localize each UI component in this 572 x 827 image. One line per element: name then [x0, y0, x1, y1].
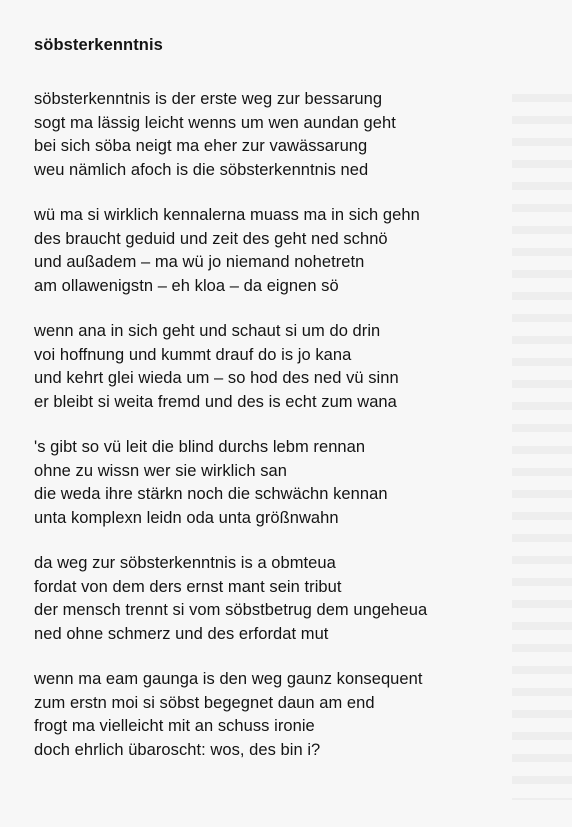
poem-line: zum erstn moi si söbst begegnet daun am end	[34, 693, 375, 712]
stanza-4	[34, 436, 544, 530]
stanza-2	[34, 204, 544, 298]
stanza-3	[34, 320, 544, 414]
poem-line: der mensch trennt si vom söbstbetrug dem ungeheua	[34, 601, 428, 619]
poem-line: weu nämlich afoch is die söbsterkenntnis ned	[34, 160, 369, 179]
poem-line: die weda ihre stärkn noch die schwächn kennan	[34, 485, 388, 503]
poem-line: voi hoffnung und kummt drauf do is jo kana	[34, 345, 352, 364]
poem-line: ned ohne schmerz und des erfordat mut	[34, 624, 329, 643]
poem-line: ohne zu wissn wer sie wirklich san	[34, 461, 287, 480]
poem-line: fordat von dem ders ernst mant sein tribut	[34, 577, 342, 596]
poem-line: des braucht geduid und zeit des geht ned schnö	[34, 229, 388, 248]
poem-line: frogt ma vielleicht mit an schuss ironie	[34, 717, 315, 735]
poem-line: und außadem – ma wü jo niemand nohetretn	[34, 253, 365, 271]
poem-line: 's gibt so vü leit die blind durchs lebm rennan	[34, 438, 366, 456]
poem-line: er bleibt si weita fremd und des is echt zum wana	[34, 392, 397, 411]
poem-line: wü ma si wirklich kennalerna muass ma in sich gehn	[34, 206, 420, 224]
poem-page	[34, 34, 544, 784]
poem-line: wenn ana in sich geht und schaut si um do drin	[34, 322, 381, 340]
poem-title: söbsterkenntnis	[34, 36, 163, 54]
poem-line: söbsterkenntnis is der erste weg zur bessarung	[34, 90, 383, 108]
poem-line: am ollawenigstn – eh kloa – da eignen sö	[34, 276, 339, 295]
stanza-5	[34, 552, 544, 646]
poem-line: bei sich söba neigt ma eher zur vawässarung	[34, 137, 368, 155]
poem-line: da weg zur söbsterkenntnis is a obmteua	[34, 554, 336, 572]
poem-line: und kehrt glei wieda um – so hod des ned vü sinn	[34, 369, 399, 387]
poem-line: sogt ma lässig leicht wenns um wen aundan geht	[34, 113, 396, 132]
poem-line: wenn ma eam gaunga is den weg gaunz konsequent	[34, 670, 423, 688]
poem-line: unta komplexn leidn oda unta größnwahn	[34, 508, 339, 527]
stanza-6	[34, 668, 544, 762]
stanza-1	[34, 88, 544, 182]
poem-line: doch ehrlich übaroscht: wos, des bin i?	[34, 740, 321, 759]
